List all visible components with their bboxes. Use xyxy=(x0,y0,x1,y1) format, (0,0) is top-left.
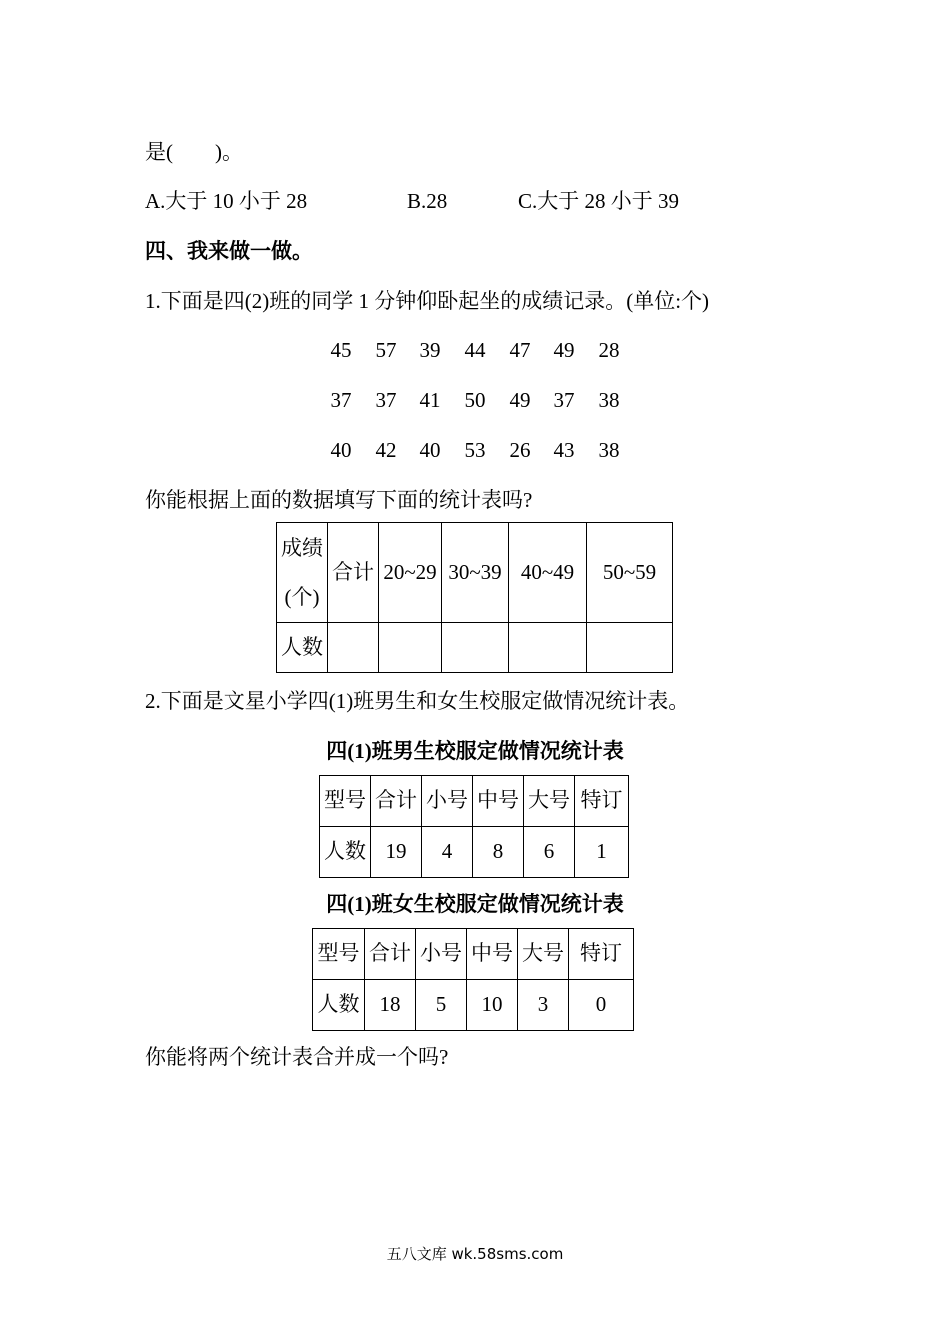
record-value: 37 xyxy=(553,388,575,412)
value-cell: 0 xyxy=(569,980,634,1031)
value-cell: 18 xyxy=(365,980,416,1031)
header-cell: 型号 xyxy=(320,776,371,827)
record-value: 38 xyxy=(598,438,620,462)
record-value: 40 xyxy=(330,438,352,462)
score-table xyxy=(276,522,673,673)
girls-table-title: 四(1)班女生校服定做情况统计表 xyxy=(326,892,624,916)
value-cell: 1 xyxy=(575,827,629,878)
header-cell xyxy=(277,523,328,623)
header-cell: 小号 xyxy=(422,776,473,827)
record-value: 26 xyxy=(509,438,531,462)
answer-cell[interactable] xyxy=(587,623,673,673)
header-cell: 合计 xyxy=(365,929,416,980)
record-value: 44 xyxy=(464,338,486,362)
answer-cell[interactable] xyxy=(328,623,379,673)
value-cell: 5 xyxy=(416,980,467,1031)
row-label: 人数 xyxy=(277,623,328,673)
footer-watermark: 五八文库 wk.58sms.com xyxy=(386,1245,564,1263)
header-cell: 小号 xyxy=(416,929,467,980)
record-value: 40 xyxy=(419,438,441,462)
record-value: 37 xyxy=(330,388,352,412)
answer-cell[interactable] xyxy=(379,623,442,673)
record-value: 53 xyxy=(464,438,486,462)
record-value: 47 xyxy=(509,338,531,362)
boys-table xyxy=(319,775,629,878)
record-value: 45 xyxy=(330,338,352,362)
header-cell: 中号 xyxy=(473,776,524,827)
row-label: 人数 xyxy=(320,827,371,878)
header-cell: 20~29 xyxy=(379,523,442,623)
record-value: 37 xyxy=(375,388,397,412)
question-fragment: 是( )。 xyxy=(145,140,243,164)
record-value: 41 xyxy=(419,388,441,412)
question-1: 1.下面是四(2)班的同学 1 分钟仰卧起坐的成绩记录。(单位:个) xyxy=(145,289,710,313)
option-b: B.28 xyxy=(407,189,448,213)
section-heading: 四、我来做一做。 xyxy=(145,239,313,263)
header-cell: 特订 xyxy=(575,776,629,827)
header-unit: (个) xyxy=(284,584,320,609)
record-value: 43 xyxy=(553,438,575,462)
answer-cell[interactable] xyxy=(509,623,587,673)
option-a: A.大于 10 小于 28 xyxy=(145,189,308,213)
record-value: 49 xyxy=(509,388,531,412)
boys-table-title: 四(1)班男生校服定做情况统计表 xyxy=(326,739,624,763)
record-value: 49 xyxy=(553,338,575,362)
record-value: 42 xyxy=(375,438,397,462)
value-cell: 8 xyxy=(473,827,524,878)
header-cell: 50~59 xyxy=(587,523,673,623)
header-cell: 合计 xyxy=(371,776,422,827)
question-2-prompt: 你能将两个统计表合并成一个吗? xyxy=(145,1045,449,1069)
record-value: 57 xyxy=(375,338,397,362)
header-cell: 40~49 xyxy=(509,523,587,623)
header-cell: 30~39 xyxy=(442,523,509,623)
value-cell: 6 xyxy=(524,827,575,878)
header-cell: 合计 xyxy=(328,523,379,623)
question-1-prompt: 你能根据上面的数据填写下面的统计表吗? xyxy=(145,488,533,512)
value-cell: 10 xyxy=(467,980,518,1031)
answer-cell[interactable] xyxy=(442,623,509,673)
header-cell: 中号 xyxy=(467,929,518,980)
row-label: 人数 xyxy=(313,980,365,1031)
girls-table xyxy=(312,928,634,1031)
record-value: 38 xyxy=(598,388,620,412)
option-c: C.大于 28 小于 39 xyxy=(518,189,680,213)
header-cell: 型号 xyxy=(313,929,365,980)
header-cell: 特订 xyxy=(569,929,634,980)
record-value: 28 xyxy=(598,338,620,362)
value-cell: 3 xyxy=(518,980,569,1031)
value-cell: 4 xyxy=(422,827,473,878)
header-cell: 大号 xyxy=(518,929,569,980)
header-cell: 大号 xyxy=(524,776,575,827)
record-value: 50 xyxy=(464,388,486,412)
value-cell: 19 xyxy=(371,827,422,878)
header-label: 成绩 xyxy=(281,536,323,561)
record-value: 39 xyxy=(419,338,441,362)
question-2: 2.下面是文星小学四(1)班男生和女生校服定做情况统计表。 xyxy=(145,689,690,713)
